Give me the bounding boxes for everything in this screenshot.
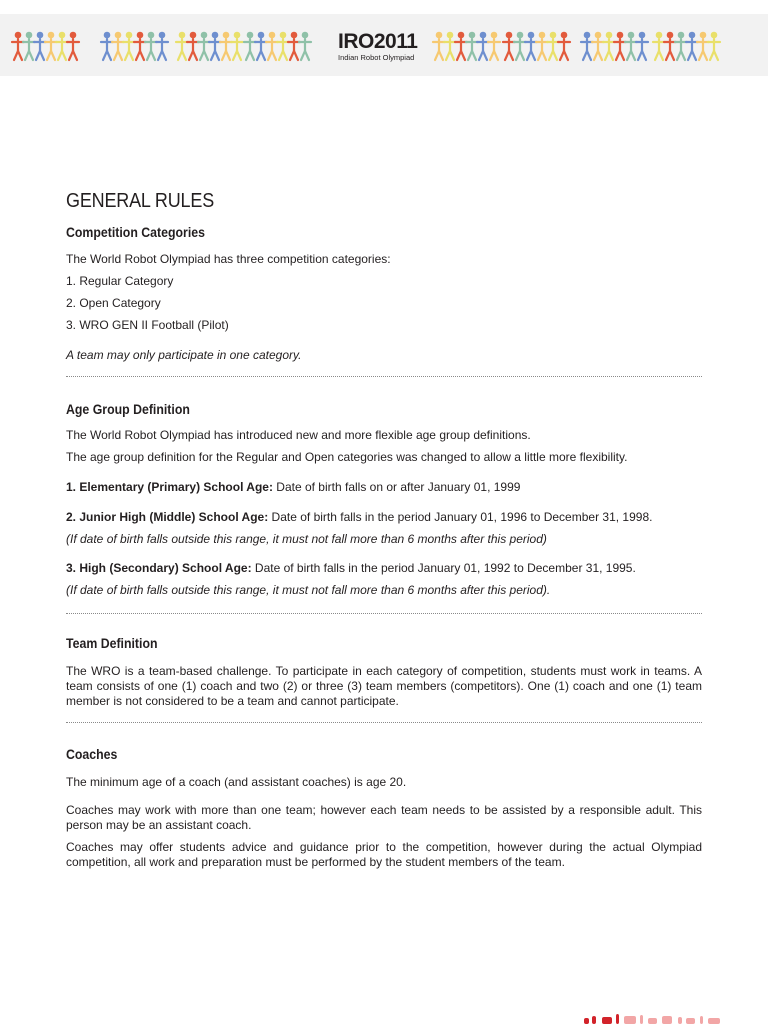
note-text: A team may only participate in one category. — [66, 348, 302, 362]
corner-shape — [584, 1018, 589, 1024]
corner-shape — [640, 1015, 643, 1024]
list-item: 1. Regular Category — [66, 274, 174, 288]
stick-figure-icon — [209, 32, 221, 60]
stick-figure-icon — [675, 32, 687, 60]
paragraph: The age group definition for the Regular and Open categories was changed to allow a little more flexibility. — [66, 450, 628, 464]
stick-figure-icon — [198, 32, 210, 60]
stick-figure-icon — [56, 32, 68, 60]
corner-shape — [602, 1017, 612, 1024]
age-group-label: 1. Elementary (Primary) School Age: — [66, 480, 273, 494]
corner-shape — [624, 1016, 636, 1024]
stick-figure-icon — [581, 32, 593, 60]
section-heading: Age Group Definition — [66, 401, 190, 417]
stick-figure-icon — [686, 32, 698, 60]
age-group-note: (If date of birth falls outside this range, it must not fall more than 6 months after this period) — [66, 532, 547, 546]
stick-figure-icon — [156, 32, 168, 60]
section-coaches — [66, 745, 702, 870]
stick-figure-icon — [536, 32, 548, 60]
age-group-item — [66, 480, 702, 495]
stick-figure-icon — [636, 32, 648, 60]
stick-figure-icon — [187, 32, 199, 60]
stick-figure-icon — [603, 32, 615, 60]
stick-figure-icon — [299, 32, 311, 60]
age-group-note: (If date of birth falls outside this range, it must not fall more than 6 months after this period). — [66, 583, 551, 597]
stick-figure-icon — [664, 32, 676, 60]
age-group-item — [66, 510, 702, 525]
stick-figure-icon — [45, 32, 57, 60]
section-heading: Coaches — [66, 746, 118, 762]
paragraph: Coaches may work with more than one team; however each team needs to be assisted by a responsible adult. This person may be an assistant coach. — [66, 803, 702, 832]
stick-figure-icon — [503, 32, 515, 60]
stick-figure-icon — [477, 32, 489, 60]
section-divider — [66, 376, 702, 377]
paragraph: The World Robot Olympiad has three competition categories: — [66, 252, 391, 266]
paragraph: The minimum age of a coach (and assistant coaches) is age 20. — [66, 775, 407, 789]
section-divider — [66, 613, 702, 614]
stick-figure-icon — [277, 32, 289, 60]
stick-figure-icon — [466, 32, 478, 60]
stick-figure-icon — [592, 32, 604, 60]
corner-graphic — [580, 1010, 768, 1024]
page-header — [0, 14, 768, 76]
section-divider — [66, 722, 702, 723]
stick-figure-icon — [112, 32, 124, 60]
stick-figure-icon — [34, 32, 46, 60]
stick-figure-icon — [266, 32, 278, 60]
corner-shape — [678, 1017, 682, 1024]
stick-figure-icon — [525, 32, 537, 60]
corner-shape — [662, 1016, 672, 1024]
stick-figure-icon — [433, 32, 445, 60]
age-group-text: Date of birth falls in the period January 01, 1992 to December 31, 1995. — [251, 561, 636, 575]
corner-shape — [686, 1018, 695, 1024]
stick-figure-icon — [444, 32, 456, 60]
corner-shape — [592, 1016, 596, 1024]
stick-figure-icon — [653, 32, 665, 60]
age-group-text: Date of birth falls in the period January 01, 1996 to December 31, 1998. — [268, 510, 653, 524]
stick-figure-icon — [288, 32, 300, 60]
stick-figure-icon — [708, 32, 720, 60]
section-age-group — [66, 400, 702, 598]
document-body — [66, 189, 702, 870]
stick-figure-icon — [67, 32, 79, 60]
age-group-label: 3. High (Secondary) School Age: — [66, 561, 252, 575]
corner-shape — [700, 1016, 703, 1024]
stick-figure-icon — [12, 32, 24, 60]
stick-figure-icon — [558, 32, 570, 60]
stick-figure-icon — [625, 32, 637, 60]
paragraph: The WRO is a team-based challenge. To participate in each category of competition, students must work in teams. A team consists of one (1) coach and two (2) or three (3) team members (competitors). One (1) coach and one (1) team member is not considered to be a team and cannot participate. — [66, 664, 702, 708]
age-group-text: Date of birth falls on or after January 01, 1999 — [272, 480, 521, 494]
list-item: 3. WRO GEN II Football (Pilot) — [66, 318, 229, 332]
stick-figure-icon — [134, 32, 146, 60]
stick-figure-icon — [176, 32, 188, 60]
stick-figure-icon — [123, 32, 135, 60]
section-competition-categories — [66, 223, 702, 363]
corner-shape — [616, 1014, 619, 1024]
stick-figure-icon — [220, 32, 232, 60]
section-heading: Competition Categories — [66, 224, 205, 240]
stick-figure-icon — [488, 32, 500, 60]
stick-figure-icon — [23, 32, 35, 60]
stick-figure-icon — [231, 32, 243, 60]
corner-shape — [648, 1018, 657, 1024]
stick-figure-icon — [514, 32, 526, 60]
page-title: GENERAL RULES — [66, 190, 215, 212]
stick-figure-icon — [244, 32, 256, 60]
age-group-label: 2. Junior High (Middle) School Age: — [66, 510, 269, 524]
logo-subtitle: Indian Robot Olympiad — [338, 53, 415, 62]
paragraph: Coaches may offer students advice and guidance prior to the competition, however during the actual Olympiad competition, all work and preparation must be performed by the student members of the team. — [66, 840, 702, 869]
stick-figure-icon — [255, 32, 267, 60]
stick-figure-icon — [697, 32, 709, 60]
logo-title: IRO2011 — [338, 30, 418, 53]
section-team-definition — [66, 634, 702, 709]
age-group-item — [66, 561, 702, 576]
stick-figure-icon — [547, 32, 559, 60]
stick-figure-icon — [145, 32, 157, 60]
stick-figure-icon — [101, 32, 113, 60]
paragraph: The World Robot Olympiad has introduced new and more flexible age group definitions. — [66, 428, 531, 442]
section-heading: Team Definition — [66, 635, 158, 651]
stick-figure-icon — [614, 32, 626, 60]
corner-shape — [708, 1018, 720, 1024]
list-item: 2. Open Category — [66, 296, 161, 310]
stick-figure-icon — [455, 32, 467, 60]
